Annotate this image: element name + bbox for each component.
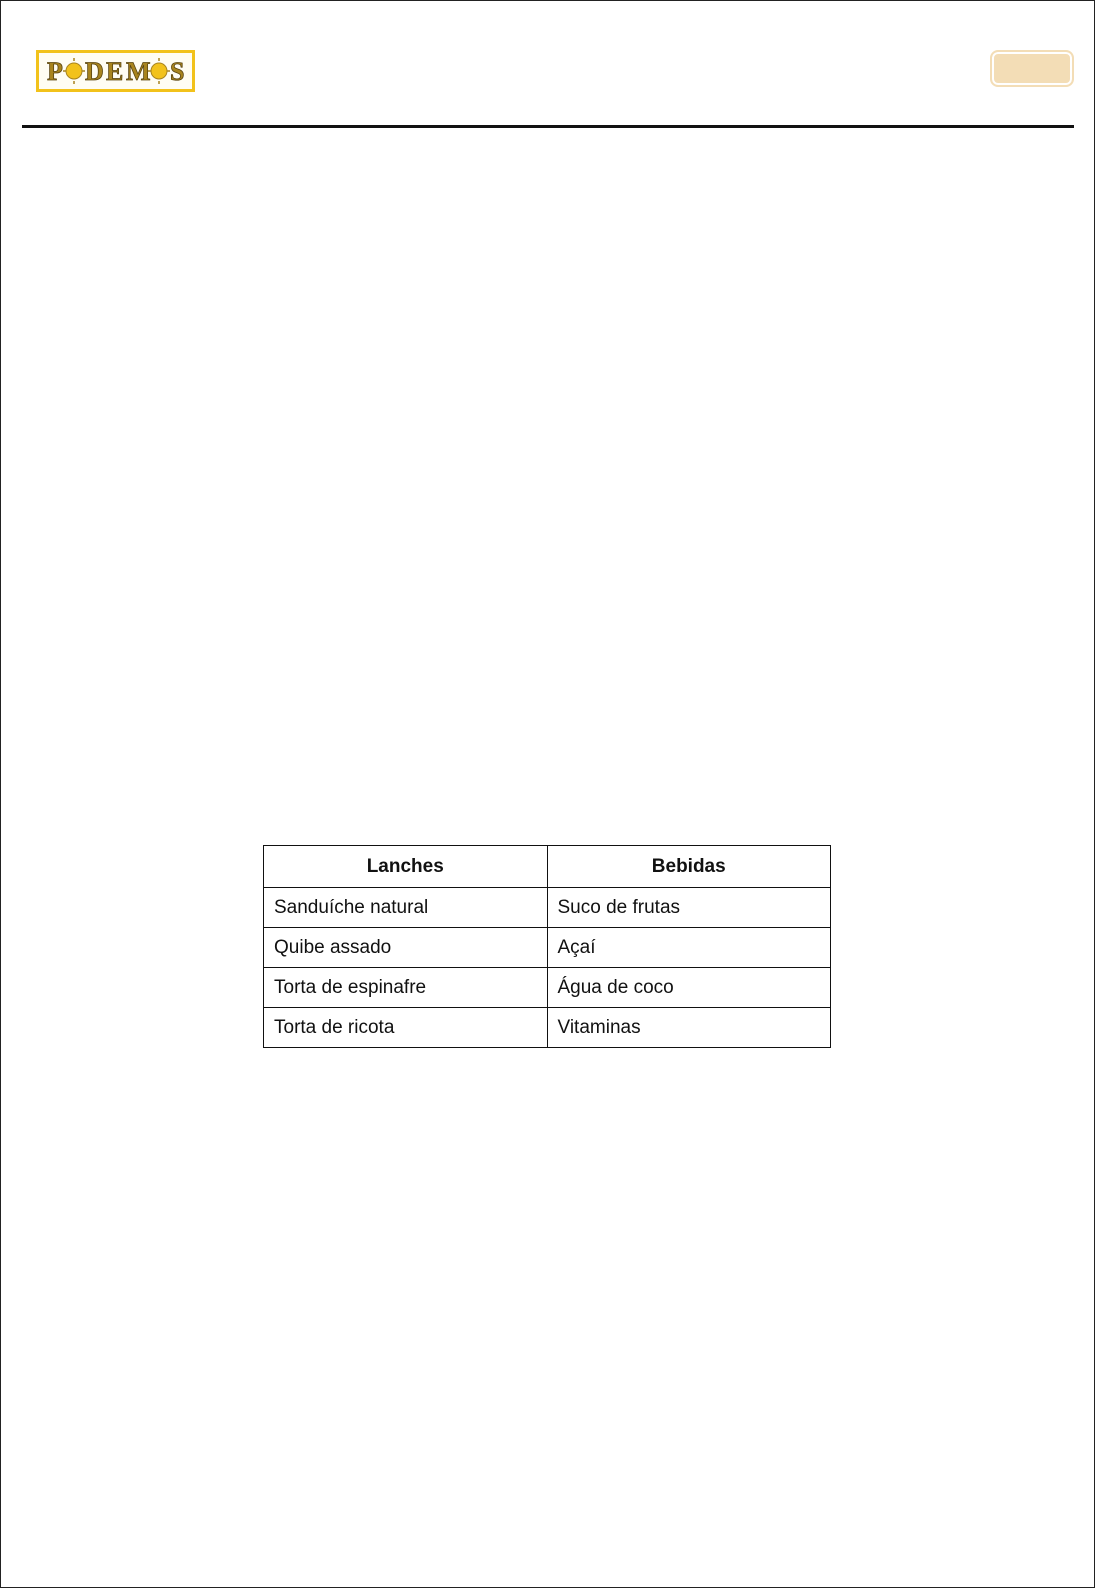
table-row [264,928,831,968]
bebida-cell: Açaí [547,928,831,968]
lanche-cell: Quibe assado [264,928,548,968]
menu-table [263,845,831,1048]
header-divider [22,125,1074,128]
lanche-cell: Torta de espinafre [264,968,548,1008]
column-header-lanches: Lanches [264,846,548,888]
lanche-cell: Torta de ricota [264,1008,548,1048]
svg-text:S: S [170,57,185,86]
sun-letter-logo-icon [43,55,188,87]
bebida-cell: Suco de frutas [547,888,831,928]
bebida-cell: Água de coco [547,968,831,1008]
podemos-logo [36,50,195,92]
svg-text:P: P [47,57,63,86]
table-row [264,888,831,928]
column-header-bebidas: Bebidas [547,846,831,888]
bebida-cell: Vitaminas [547,1008,831,1048]
table-row [264,1008,831,1048]
svg-text:D: D [85,57,104,86]
svg-text:E: E [106,57,124,86]
table-row [264,968,831,1008]
page-number-badge [990,50,1074,87]
svg-text:M: M [126,57,151,86]
lanche-cell: Sanduíche natural [264,888,548,928]
table-header-row [264,846,831,888]
